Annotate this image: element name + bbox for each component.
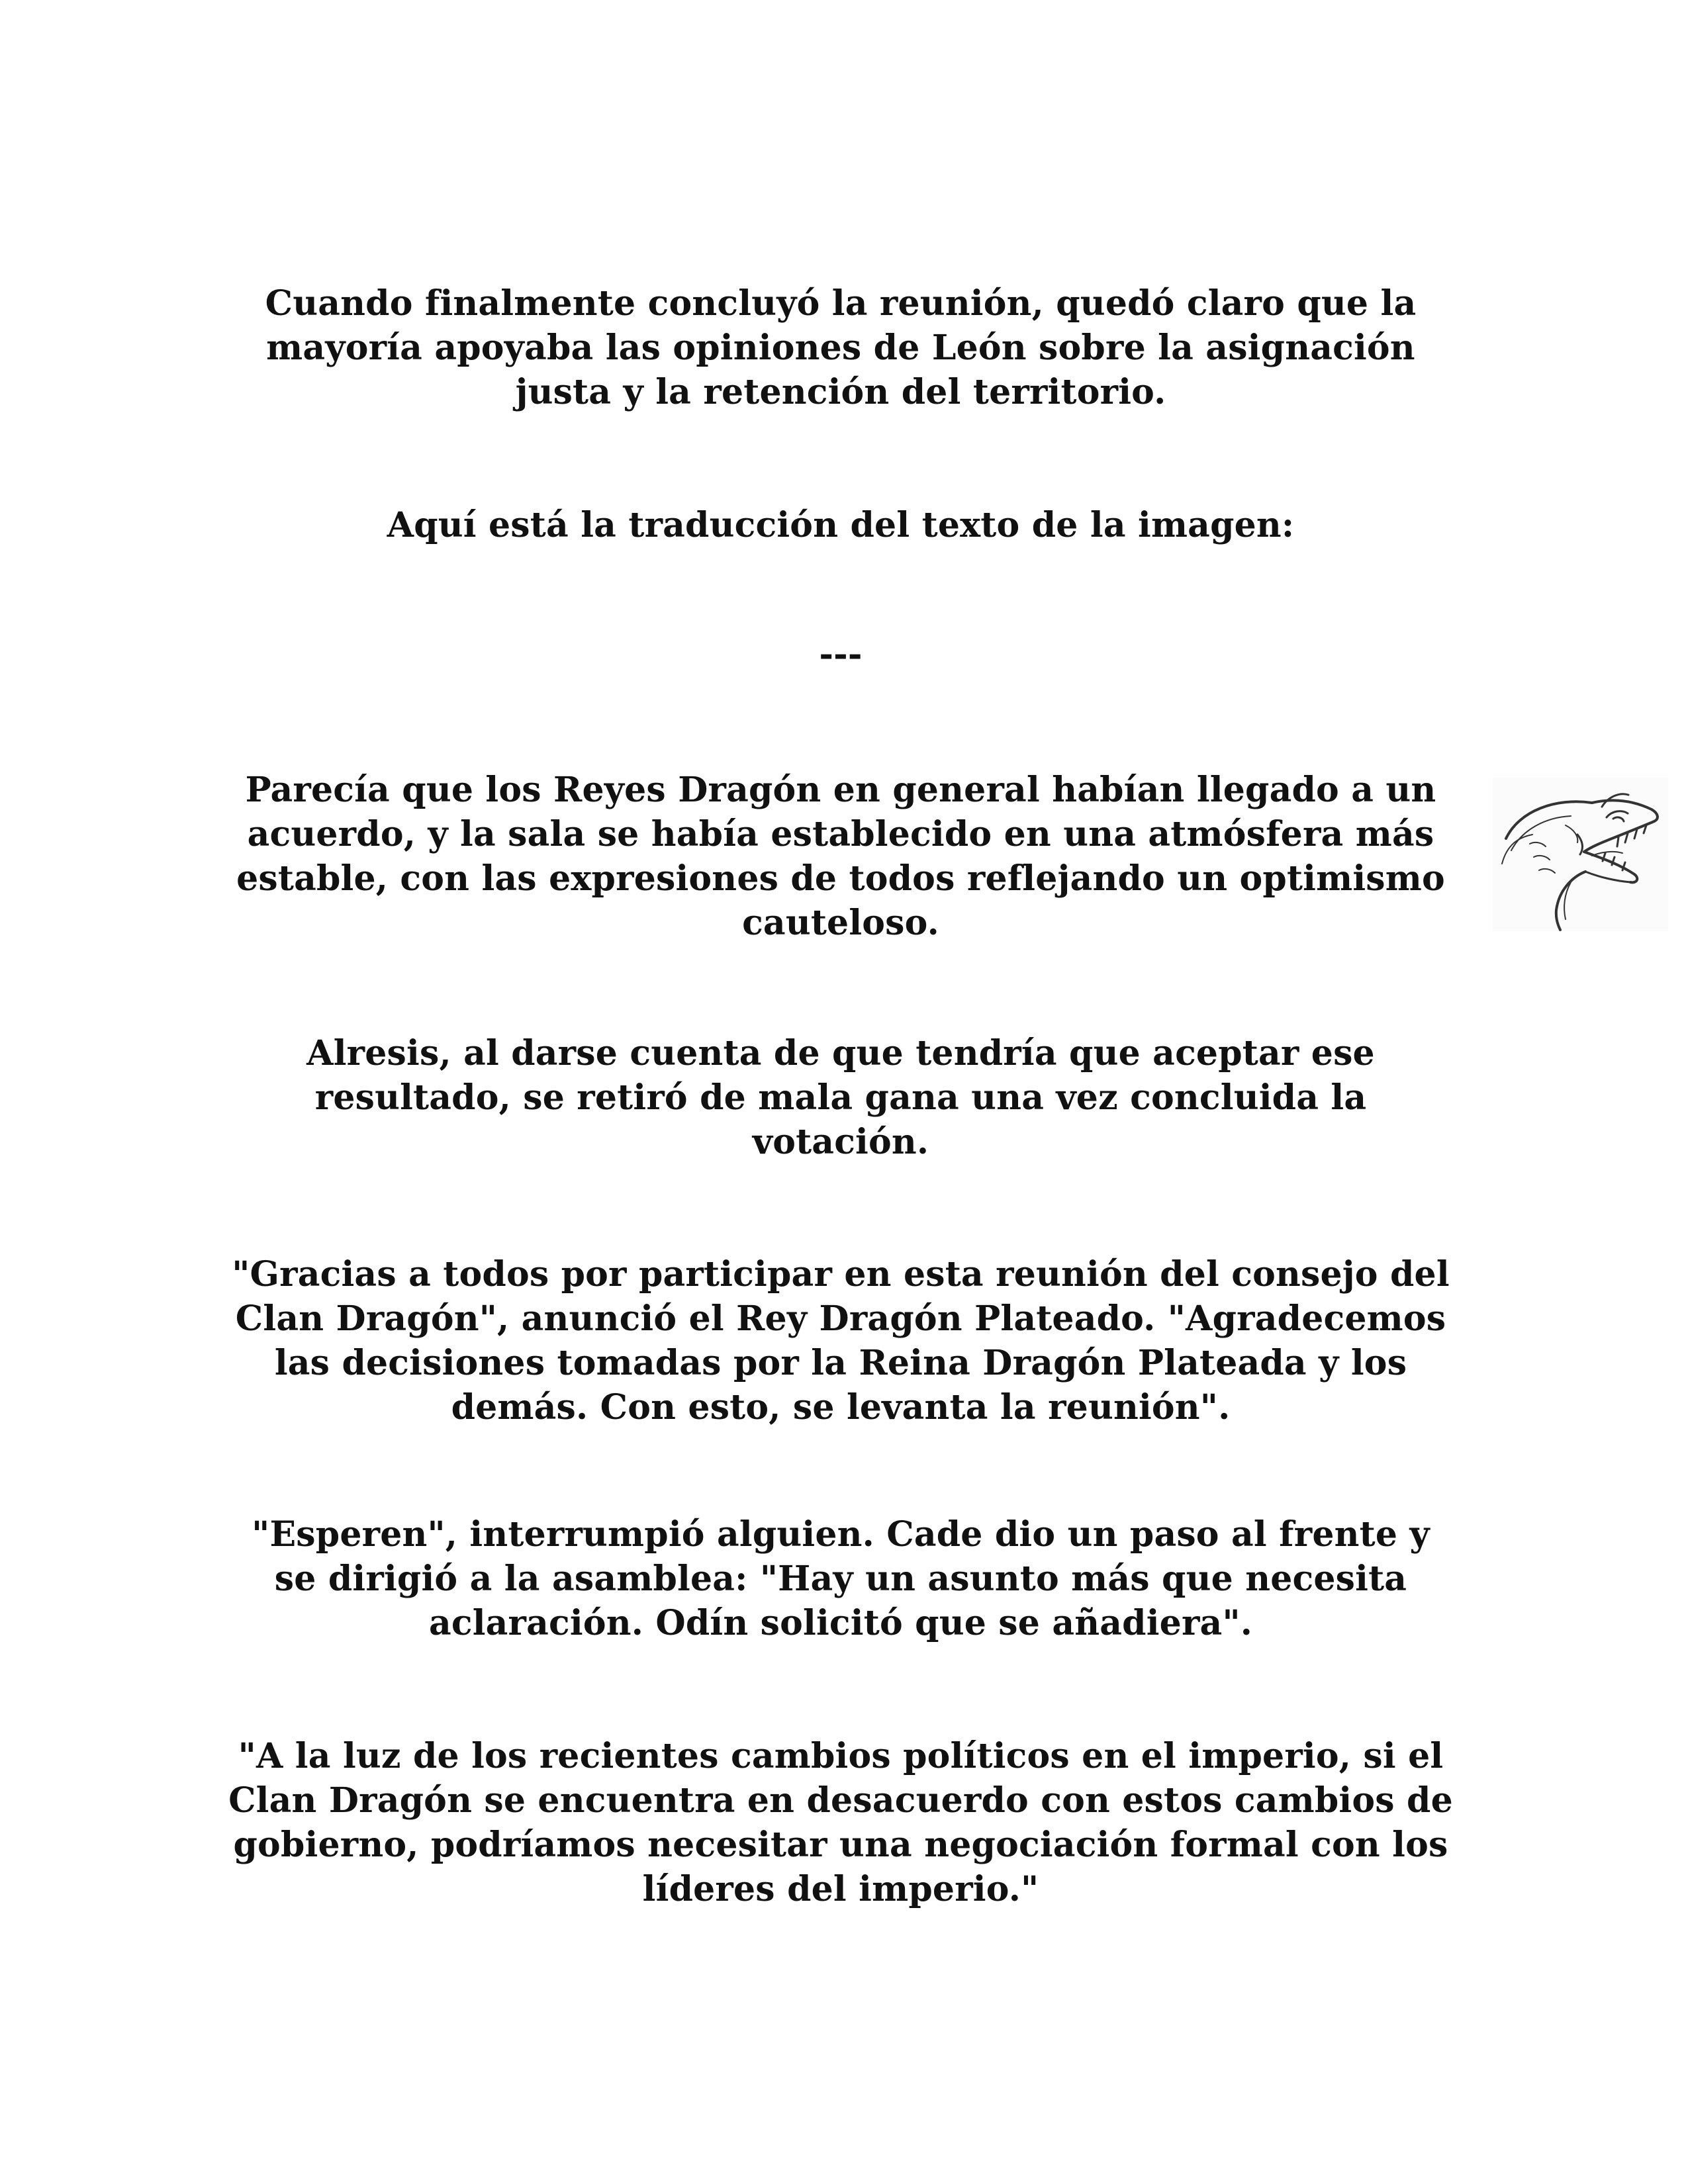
paragraph-silver-king-announcement: "Gracias a todos por participar en esta reunión del consejo del Clan Dragón", anunció el Rey Dragón Plateado. "Agradecemos las decisiones tomadas por la Reina Dragón Plateada y los demás. Con esto, se levanta la reunión". (232, 1254, 1450, 1428)
paragraph-empire-negotiation: "A la luz de los recientes cambios políticos en el imperio, si el Clan Dragón se encuentra en desacuerdo con estos cambios de gobierno, podríamos necesitar una negociación formal con los líderes del imperio." (228, 1736, 1453, 1909)
paragraph-dragon-kings-agreement: Parecía que los Reyes Dragón en general habían llegado a un acuerdo, y la sala se había establecido en una atmósfera más estable, con las expresiones de todos reflejando un optimismo cauteloso. (236, 770, 1445, 943)
dragon-head-sketch-icon (1493, 778, 1668, 931)
paragraph-meeting-conclusion: Cuando finalmente concluyó la reunión, quedó claro que la mayoría apoyaba las opiniones de León sobre la asignación justa y la retención del territorio. (265, 283, 1417, 412)
paragraph-translation-note: Aquí está la traducción del texto de la imagen: (387, 505, 1295, 545)
paragraph-alresis-retreat: Alresis, al darse cuenta de que tendría que aceptar ese resultado, se retiró de mala gana una vez concluida la votación. (306, 1033, 1375, 1162)
paragraph-separator: --- (819, 634, 863, 674)
paragraph-cade-interruption: "Esperen", interrumpió alguien. Cade dio un paso al frente y se dirigió a la asamblea: "Hay un asunto más que necesita aclaración. Odín solicitó que se añadiera". (252, 1514, 1430, 1643)
